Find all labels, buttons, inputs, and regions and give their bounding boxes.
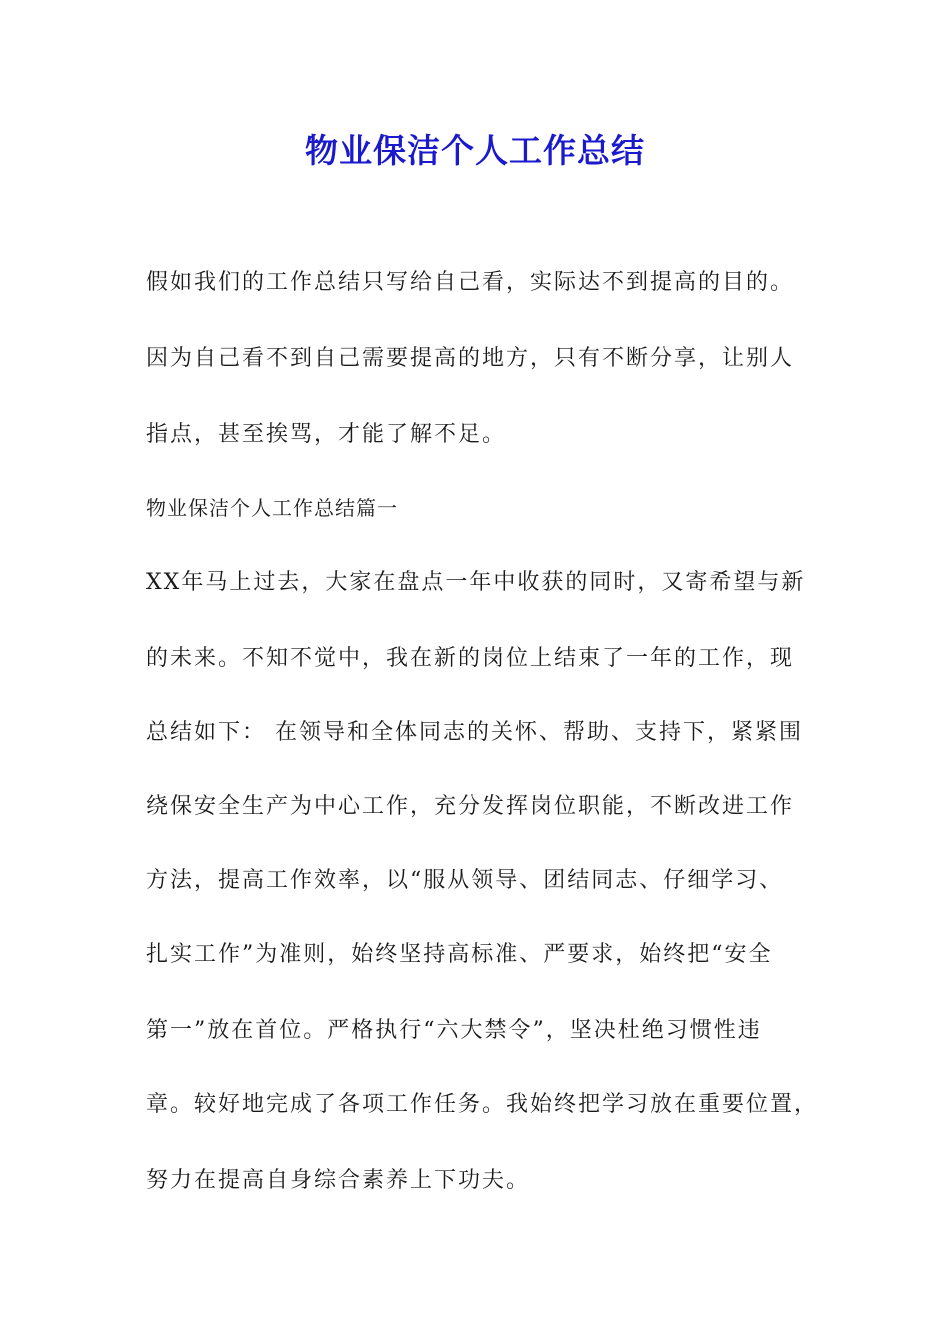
intro-line-3: 指点，甚至挨骂，才能了解不足。 — [146, 422, 507, 447]
body-line-6: 扎实工作”为准则，始终坚持高标准、严要求，始终把“安全 — [146, 942, 773, 967]
body-line-4: 绕保安全生产为中心工作，充分发挥岗位职能，不断改进工作 — [146, 794, 795, 819]
body-line-8: 章。较好地完成了各项工作任务。我始终把学习放在重要位置， — [146, 1092, 819, 1117]
body-line-2: 的未来。不知不觉中，我在新的岗位上结束了一年的工作，现 — [146, 646, 795, 671]
document-title: 物业保洁个人工作总结 — [305, 131, 645, 170]
body-line-5: 方法，提高工作效率，以“服从领导、团结同志、仔细学习、 — [146, 868, 784, 893]
intro-line-1: 假如我们的工作总结只写给自己看，实际达不到提高的目的。 — [146, 270, 795, 295]
section-heading: 物业保洁个人工作总结篇一 — [146, 496, 398, 520]
body-line-3: 总结如下： 在领导和全体同志的关怀、帮助、支持下，紧紧围 — [146, 720, 803, 745]
intro-line-2: 因为自己看不到自己需要提高的地方，只有不断分享，让别人 — [146, 346, 795, 371]
body-line-7: 第一”放在首位。严格执行“六大禁令”，坚决杜绝习惯性违 — [146, 1018, 762, 1043]
body-line-9: 努力在提高自身综合素养上下功夫。 — [146, 1168, 531, 1193]
body-line-1: XX年马上过去，大家在盘点一年中收获的同时，又寄希望与新 — [146, 570, 806, 595]
